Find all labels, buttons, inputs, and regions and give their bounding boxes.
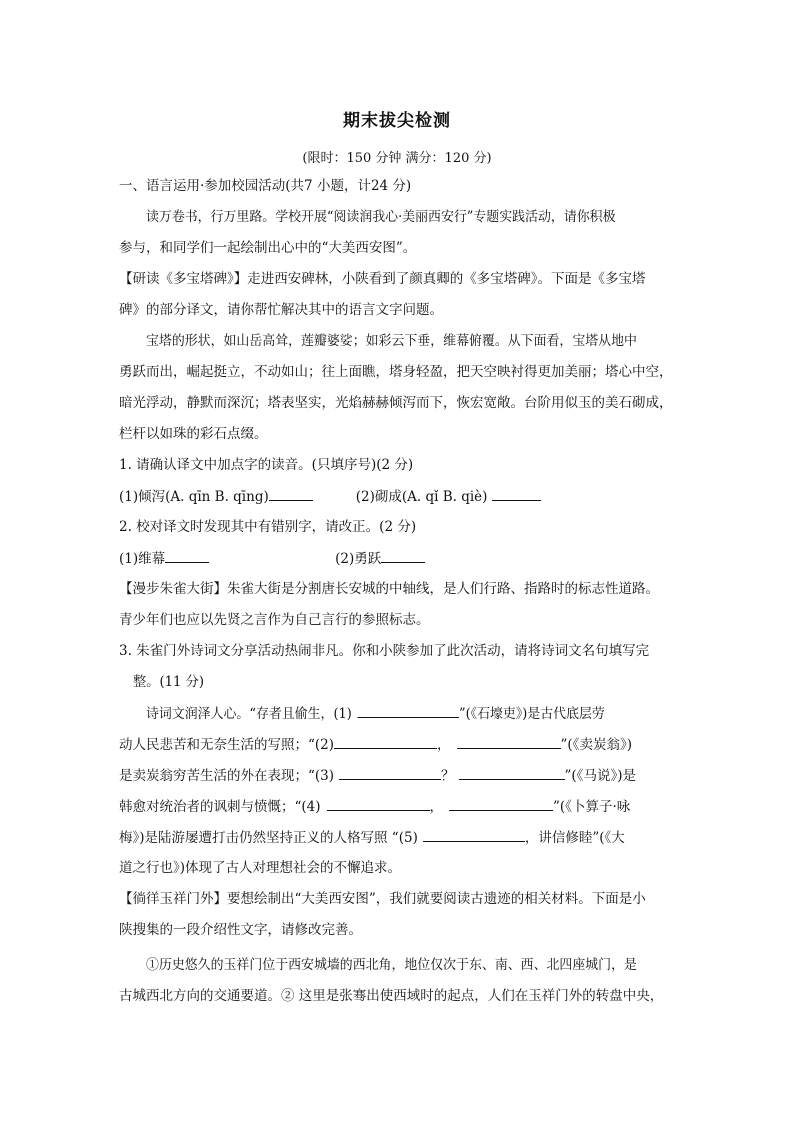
question-2-items bbox=[119, 548, 679, 569]
poem-line-2-c: ”(《卖炭翁》) bbox=[560, 737, 632, 753]
walk-line-1: 【漫步朱雀大街】朱雀大街是分割唐长安城的中轴线，是人们行路、指路时的标志性道路。 bbox=[119, 581, 659, 597]
exam-limits: (限时：150 分钟 满分：120 分) bbox=[302, 151, 492, 166]
poem-line-3-c: ”(《马说》)是 bbox=[564, 768, 636, 784]
intro-line-2: 参与，和同学们一起绘制出心中的“大美西安图”。 bbox=[119, 240, 417, 256]
answer-blank[interactable] bbox=[423, 827, 525, 842]
wander-line-1: 【徜徉玉祥门外】要想绘制出“大美西安图”，我们就要阅读古遗迹的相关材料。下面是小 bbox=[119, 891, 646, 907]
passage-line-3: 暗光浮动，静默而深沉；塔表坚实，光焰赫赫倾泻而下，恢宏宽敞。台阶用似玉的美石砌成， bbox=[119, 395, 673, 411]
study-line-2: 碑》的部分译文，请你帮忙解决其中的语言文字问题。 bbox=[119, 302, 443, 318]
answer-blank[interactable] bbox=[339, 765, 441, 780]
passage-line-2: 勇跃而出，崛起挺立，不动如山；往上面瞧，塔身轻盈，把天空映衬得更加美丽；塔心中空， bbox=[119, 364, 673, 380]
passage-line-1: 宝塔的形状，如山岳高耸，莲瓣婆娑；如彩云下垂，维幕俯覆。从下面看，宝塔从地中 bbox=[146, 333, 637, 349]
answer-blank[interactable] bbox=[269, 486, 313, 501]
poem-line-5-a: 梅》)是陆游屡遭打击仍然坚持正义的人格写照 “(5) bbox=[119, 830, 418, 846]
walk-line-2: 青少年们也应以先贤之言作为自己言行的参照标志。 bbox=[119, 612, 430, 628]
poem-line-4-c: ”(《卜算子·咏 bbox=[553, 799, 631, 815]
question-2-stem: 2. 校对译文时发现其中有错别字，请改正。(2 分) bbox=[119, 519, 417, 535]
answer-blank[interactable] bbox=[327, 796, 430, 811]
question-3-stem: 3. 朱雀门外诗词文分享活动热闹非凡。你和小陕参加了此次活动，请将诗词文名句填写完 bbox=[119, 643, 650, 659]
answer-blank[interactable] bbox=[165, 548, 209, 563]
section-heading: 一、语言运用·参加校园活动(共7 小题，计24 分) bbox=[119, 178, 412, 194]
answer-blank[interactable] bbox=[457, 734, 561, 749]
poem-line-2-a: 动人民悲苦和无奈生活的写照；“(2) bbox=[119, 737, 335, 753]
question-3-stem-cont: 整。(11 分) bbox=[133, 674, 205, 690]
poem-line-5 bbox=[119, 827, 679, 848]
answer-blank[interactable] bbox=[459, 765, 565, 780]
poem-line-3-a: 是卖炭翁穷苦生活的外在表现；“(3) bbox=[119, 768, 335, 784]
poem-line-3 bbox=[119, 765, 679, 786]
intro2-line-1: ①历史悠久的玉祥门位于西安城墙的西北角，地位仅次于东、南、西、北四座城门，是 bbox=[146, 957, 637, 973]
poem-line-2 bbox=[119, 734, 679, 755]
poem-line-1-a: 诗词文润泽人心。“存者且偷生，(1) bbox=[146, 706, 352, 722]
passage-line-4: 栏杆以如珠的彩石点缀。 bbox=[119, 426, 268, 442]
poem-line-5-b: ，讲信修睦”(《大 bbox=[524, 830, 625, 846]
poem-line-4 bbox=[119, 796, 679, 817]
poem-line-3-b: ？ bbox=[441, 768, 455, 784]
poem-line-4-b: ， bbox=[429, 799, 444, 815]
page-title: 期末拔尖检测 bbox=[343, 111, 451, 131]
answer-blank[interactable] bbox=[492, 486, 541, 501]
poem-line-1-b: ”(《石壕吏》)是古代底层劳 bbox=[458, 706, 605, 722]
intro-line-1: 读万卷书，行万里路。学校开展“阅读润我心·美丽西安行”专题实践活动，请你积极 bbox=[146, 209, 616, 225]
answer-blank[interactable] bbox=[449, 796, 553, 811]
question-2-item-a: (1)维幕 bbox=[119, 551, 166, 567]
poem-line-2-b: ， bbox=[437, 737, 451, 753]
poem-line-4-a: 韩愈对统治者的讽刺与愤慨；“(4) bbox=[119, 799, 321, 815]
question-1-options bbox=[119, 486, 679, 507]
answer-blank[interactable] bbox=[334, 734, 437, 749]
question-1-stem: 1. 请确认译文中加点字的读音。(只填序号)(2 分) bbox=[119, 457, 414, 473]
question-1-item-b: (2)砌成(A. qǐ B. qiè) bbox=[355, 489, 488, 505]
poem-line-1 bbox=[146, 703, 682, 724]
question-1-item-a: (1)倾泻(A. qīn B. qīng) bbox=[119, 489, 269, 505]
question-2-item-b: (2)勇跃 bbox=[335, 551, 382, 567]
answer-blank[interactable] bbox=[381, 548, 425, 563]
study-line-1: 【研读《多宝塔碑》】走进西安碑林，小陕看到了颜真卿的《多宝塔碑》。下面是《多宝塔 bbox=[119, 271, 646, 287]
intro2-line-2: 古城西北方向的交通要道。② 这里是张骞出使西域时的起点，人们在玉祥门外的转盘中央， bbox=[119, 988, 664, 1004]
wander-line-2: 陕搜集的一段介绍性文字，请修改完善。 bbox=[119, 922, 362, 938]
answer-blank[interactable] bbox=[358, 703, 459, 718]
poem-line-6: 道之行也》)体现了古人对理想社会的不懈追求。 bbox=[119, 860, 402, 876]
